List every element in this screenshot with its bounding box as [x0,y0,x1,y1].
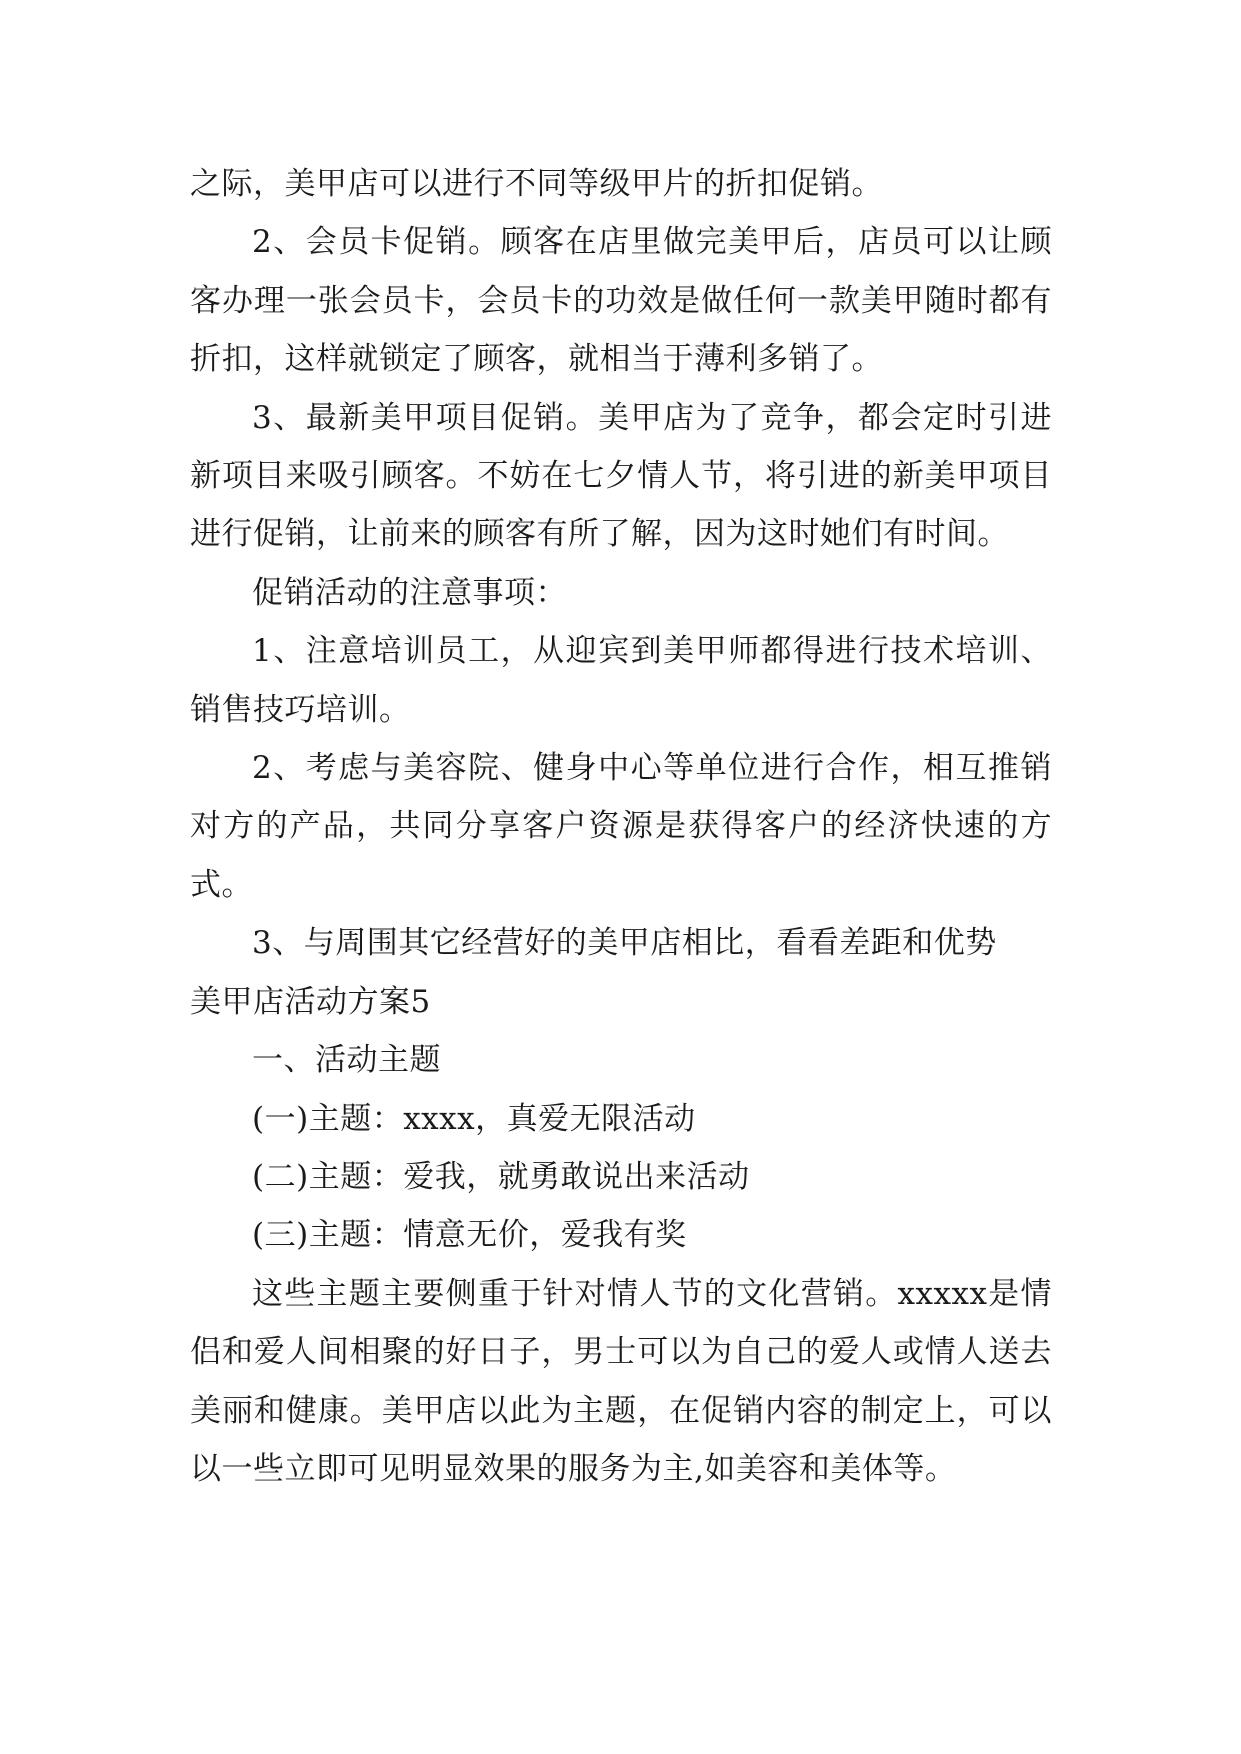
document-page [190,155,1052,1498]
paragraph-discount-end: 之际，美甲店可以进行不同等级甲片的折扣促销。 [190,166,883,202]
paragraph-cooperation: 2、考虑与美容院、健身中心等单位进行合作，相互推销对方的产品，共同分享客户资源是获得客户的经济快速的方式。 [190,750,1052,903]
paragraph-compare-competitors: 3、与周围其它经营好的美甲店相比，看看差距和优势 [252,925,997,962]
theme-item-2: (二)主题：爱我，就勇敢说出来活动 [252,1158,750,1195]
theme-item-1: (一)主题：xxxx，真爱无限活动 [252,1100,696,1137]
paragraph-theme-summary: 这些主题主要侧重于针对情人节的文化营销。xxxxx是情侣和爱人间相聚的好日子，男士可以为自己的爱人或情人送去美丽和健康。美甲店以此为主题，在促销内容的制定上，可以以一些立即可见明显效果的服务为主,如美容和美体等。 [190,1275,1052,1487]
theme-item-3: (三)主题：情意无价，爱我有奖 [252,1217,687,1254]
heading-activity-theme: 一、活动主题 [252,1042,441,1079]
paragraph-member-card-promo: 2、会员卡促销。顾客在店里做完美甲后，店员可以让顾客办理一张会员卡，会员卡的功效是做任何一款美甲随时都有折扣，这样就锁定了顾客，就相当于薄利多销了。 [190,224,1052,378]
heading-promo-notes: 促销活动的注意事项： [252,574,567,611]
section-title-plan-5: 美甲店活动方案5 [190,983,431,1020]
paragraph-staff-training: 1、注意培训员工，从迎宾到美甲师都得进行技术培训、销售技巧培训。 [190,633,1052,728]
paragraph-new-item-promo: 3、最新美甲项目促销。美甲店为了竞争，都会定时引进新项目来吸引顾客。不妨在七夕情人节，将引进的新美甲项目进行促销，让前来的顾客有所了解，因为这时她们有时间。 [190,399,1052,553]
